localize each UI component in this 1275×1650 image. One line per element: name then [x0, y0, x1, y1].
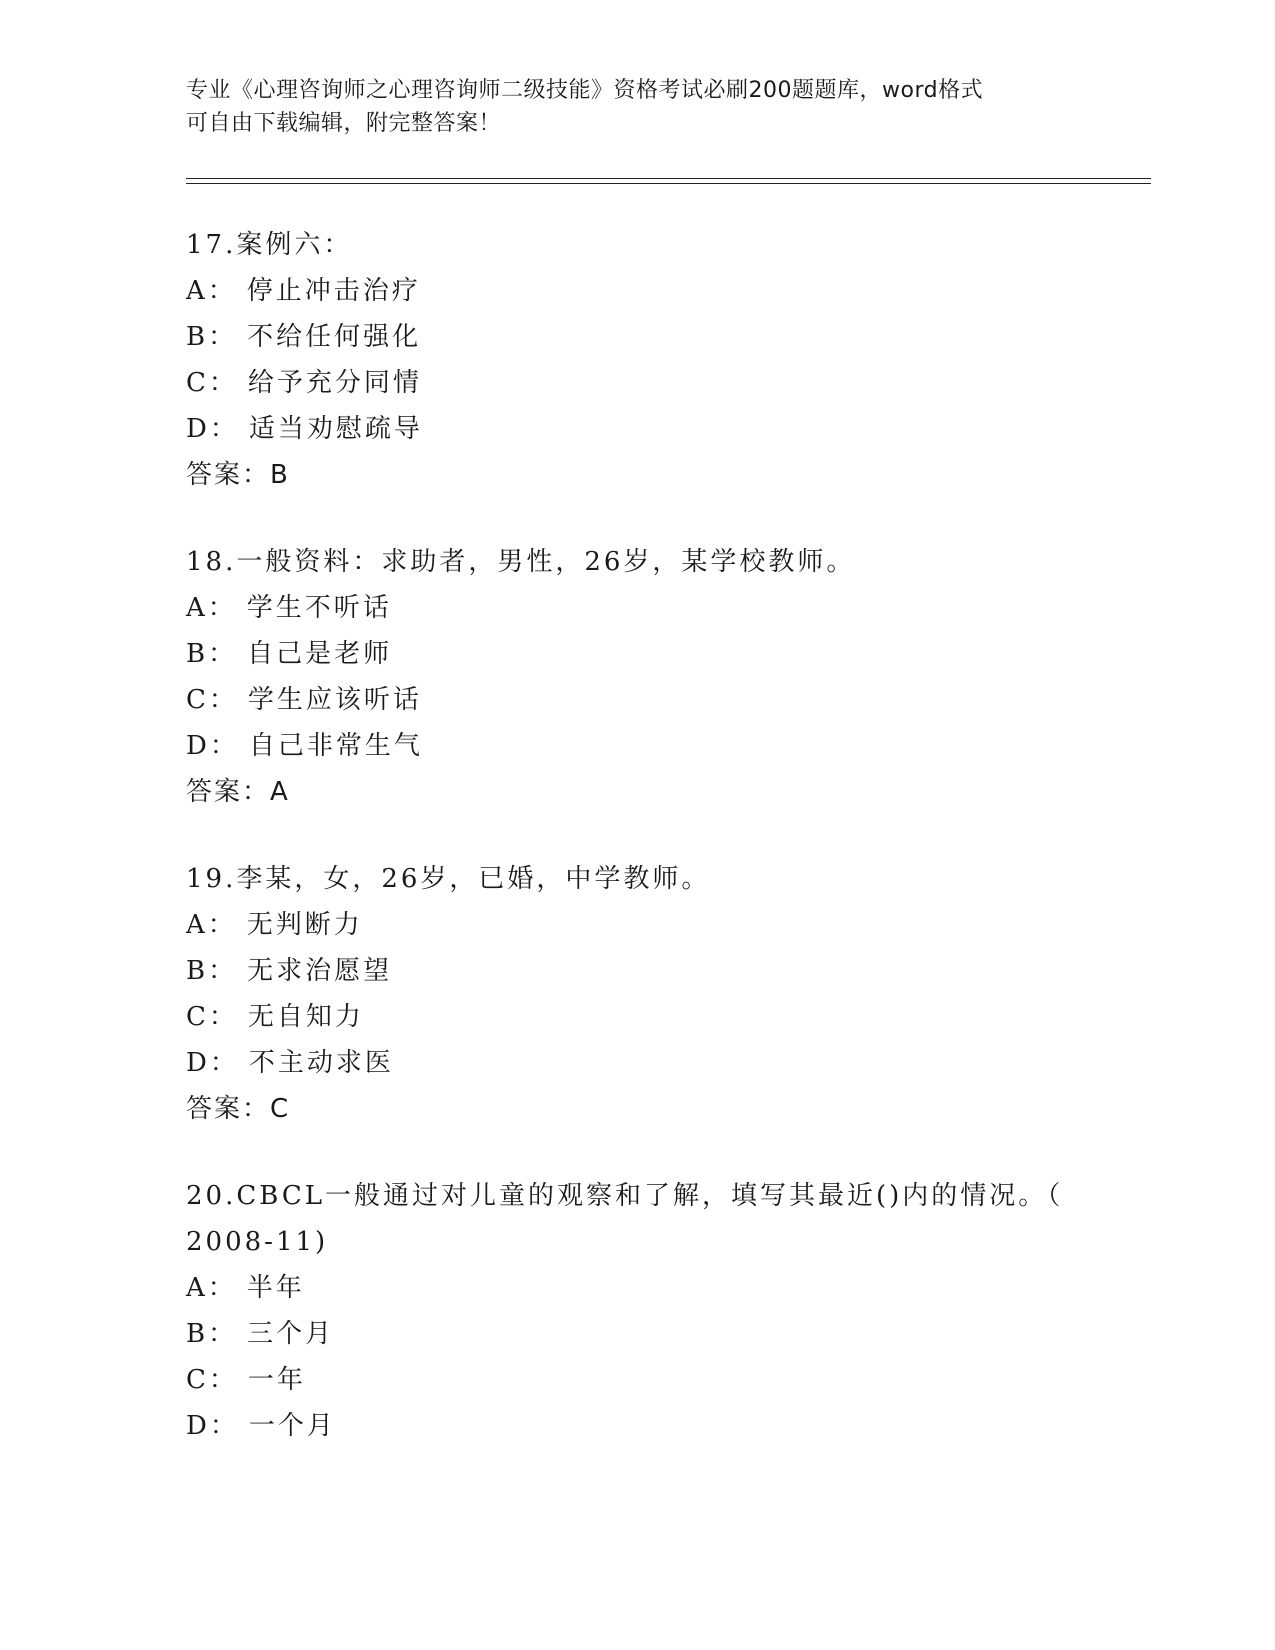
option-d — [186, 723, 1066, 769]
option-c — [186, 360, 1066, 406]
option-key: B： — [186, 1319, 238, 1349]
answer: 答案：A — [186, 777, 290, 807]
option-key: A： — [186, 593, 237, 623]
option-key: C： — [186, 1365, 238, 1395]
answer: 答案：B — [186, 460, 290, 490]
option-text: 学生应该听话 — [247, 685, 422, 715]
option-key: B： — [186, 322, 238, 352]
option-text: 无求治愿望 — [247, 956, 393, 986]
header-divider-top — [186, 178, 1151, 179]
option-a — [186, 1265, 1066, 1311]
option-key: B： — [186, 956, 238, 986]
option-text: 三个月 — [247, 1319, 335, 1349]
option-key: D： — [186, 414, 239, 444]
option-key: C： — [186, 685, 238, 715]
option-text: 无判断力 — [246, 910, 363, 940]
option-key: C： — [186, 1002, 238, 1032]
question-stem: 19.李某，女，26岁，已婚，中学教师。 — [186, 864, 711, 894]
question-18 — [186, 539, 1066, 815]
option-text: 一个月 — [248, 1411, 336, 1441]
option-key: B： — [186, 639, 238, 669]
option-key: C： — [186, 368, 238, 398]
option-text: 给予充分同情 — [247, 368, 422, 398]
answer: 答案：C — [186, 1094, 291, 1124]
document-header — [186, 74, 1086, 140]
option-text: 半年 — [246, 1273, 305, 1303]
option-text: 不给任何强化 — [247, 322, 422, 352]
question-20 — [186, 1173, 1066, 1449]
option-b — [186, 314, 1066, 360]
option-key: A： — [186, 1273, 237, 1303]
option-text: 学生不听话 — [246, 593, 392, 623]
question-19 — [186, 856, 1066, 1132]
option-a — [186, 268, 1066, 314]
question-17 — [186, 222, 1066, 498]
question-stem: 18.一般资料：求助者，男性，26岁，某学校教师。 — [186, 547, 856, 577]
question-stem: 17.案例六： — [186, 230, 353, 260]
header-line-1: 专业《心理咨询师之心理咨询师二级技能》资格考试必刷200题题库，word格式 — [186, 78, 984, 103]
option-a — [186, 902, 1066, 948]
option-b — [186, 631, 1066, 677]
option-d — [186, 1403, 1066, 1449]
option-key: A： — [186, 910, 237, 940]
option-c — [186, 677, 1066, 723]
option-text: 适当劝慰疏导 — [248, 414, 423, 444]
option-key: D： — [186, 1411, 239, 1441]
option-key: D： — [186, 731, 239, 761]
option-b — [186, 948, 1066, 994]
option-a — [186, 585, 1066, 631]
option-key: D： — [186, 1048, 239, 1078]
option-c — [186, 1357, 1066, 1403]
header-divider-bottom — [186, 183, 1151, 184]
option-key: A： — [186, 276, 237, 306]
option-text: 不主动求医 — [248, 1048, 394, 1078]
option-text: 停止冲击治疗 — [246, 276, 421, 306]
option-c — [186, 994, 1066, 1040]
option-d — [186, 406, 1066, 452]
question-stem-line-1: 20.CBCL一般通过对儿童的观察和了解，填写其最近()内的情况。（ — [186, 1181, 1064, 1211]
option-b — [186, 1311, 1066, 1357]
option-text: 一年 — [247, 1365, 306, 1395]
option-text: 无自知力 — [247, 1002, 364, 1032]
question-stem-line-2: 2008-11) — [186, 1227, 329, 1257]
option-text: 自己是老师 — [247, 639, 393, 669]
option-text: 自己非常生气 — [248, 731, 423, 761]
header-line-2: 可自由下载编辑，附完整答案！ — [186, 111, 502, 136]
option-d — [186, 1040, 1066, 1086]
